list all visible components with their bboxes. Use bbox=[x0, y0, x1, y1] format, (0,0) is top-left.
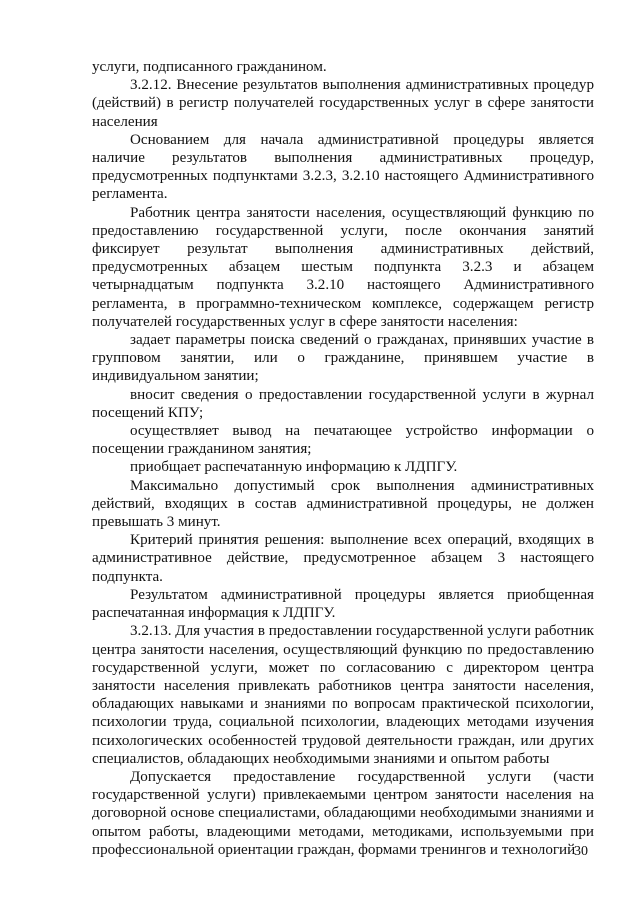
paragraph-continuation: услуги, подписанного гражданином. bbox=[92, 59, 327, 75]
document-body bbox=[92, 58, 594, 859]
paragraph: Работник центра занятости населения, осуществляющий функцию по предоставлению государственной услуги, после окончания занятий фиксирует результат выполнения административных действий, предусмотренных абзацем шестым подпункта 3.2.3 и абзацем четырнадцатым подпункта 3.2.10 настоящего Административного регламента, в программно-техническом комплексе, содержащем регистр получателей государственных услуг в сфере занятости населения: bbox=[92, 204, 594, 330]
paragraph-list-item: вносит сведения о предоставлении государственной услуги в журнал посещений КПУ; bbox=[92, 386, 594, 421]
paragraph: Допускается предоставление государственной услуги (части государственной услуги) привлекаемыми центром занятости населения на договорной основе специалистами, обладающими необходимыми знаниями и опытом работы, владеющими методами, методиками, используемыми при профессиональной ориентации граждан, формами тренингов и технологий bbox=[92, 768, 594, 858]
section-heading-3-2-12: 3.2.12. Внесение результатов выполнения административных процедур (действий) в регистр получателей государственных услуг в сфере занятости населения bbox=[92, 77, 594, 130]
paragraph: Результатом административной процедуры является приобщенная распечатанная информация к ЛДПГУ. bbox=[92, 586, 594, 622]
paragraph-list-item: задает параметры поиска сведений о гражданах, принявших участие в групповом занятии, или о гражданине, принявшем участие в индивидуальном занятии; bbox=[92, 332, 594, 385]
paragraph-list-item: осуществляет вывод на печатающее устройство информации о посещении гражданином занятия; bbox=[92, 423, 594, 458]
paragraph: Максимально допустимый срок выполнения административных действий, входящих в состав административной процедуры, не должен превышать 3 минут. bbox=[92, 477, 594, 531]
paragraph-list-item: приобщает распечатанную информацию к ЛДПГУ. bbox=[130, 459, 458, 476]
paragraph: Критерий принятия решения: выполнение всех операций, входящих в административное действие, предусмотренное абзацем 3 настоящего подпункта. bbox=[92, 532, 594, 585]
paragraph: Основанием для начала административной процедуры является наличие результатов выполнения административных процедур, предусмотренных подпунктами 3.2.3, 3.2.10 настоящего Административного регламента. bbox=[92, 131, 594, 203]
page-number: 30 bbox=[574, 844, 588, 859]
section-paragraph-3-2-13: 3.2.13. Для участия в предоставлении государственной услуги работник центра занятости населения, осуществляющий функцию по предоставлению государственной услуги, может по согласованию с директором центра занятости населения привлекать работников центра занятости населения, обладающих навыками и знаниями по вопросам практической психологии, психологии труда, социальной психологии, владеющих методами изучения психологических особенностей трудовой деятельности граждан, или других специалистов, обладающих необходимыми знаниями и опытом работы bbox=[92, 623, 594, 767]
